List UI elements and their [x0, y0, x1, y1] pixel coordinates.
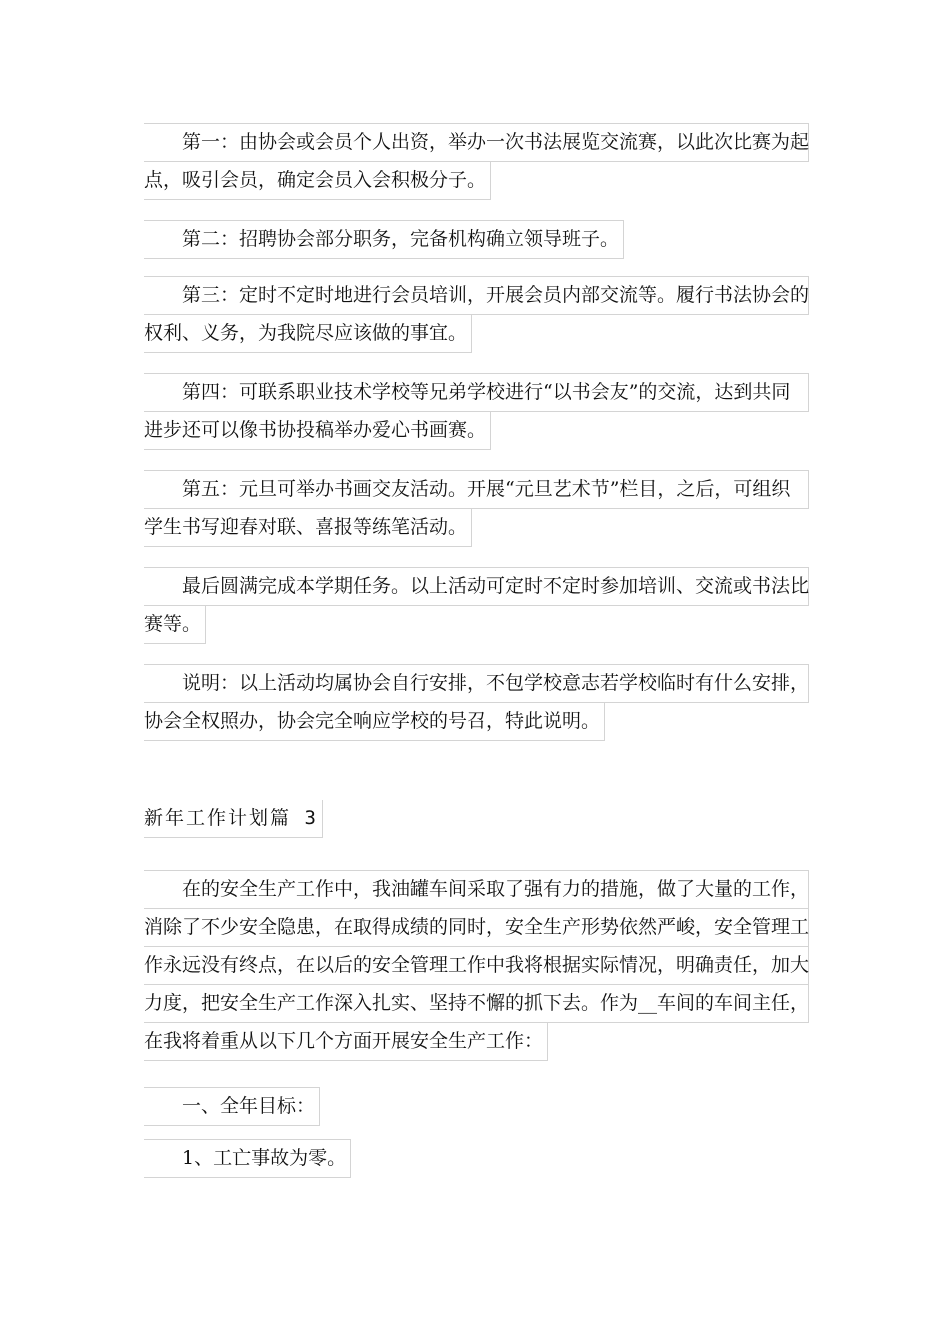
text-line: 消除了不少安全隐患，在取得成绩的同时，安全生产形势依然严峻，安全管理工 — [144, 909, 809, 947]
text-line: 一、全年目标： — [144, 1087, 320, 1126]
text-line: 说明：以上活动均属协会自行安排，不包学校意志若学校临时有什么安排， — [144, 664, 809, 703]
text-line: 赛等。 — [144, 606, 206, 644]
text-line: 在我将着重从以下几个方面开展安全生产工作： — [144, 1023, 548, 1061]
text-line: 在的安全生产工作中，我油罐车间采取了强有力的措施，做了大量的工作， — [144, 870, 809, 909]
paragraph-3 — [144, 276, 809, 352]
text-line: 1、工亡事故为零。 — [144, 1139, 351, 1178]
paragraph-5 — [144, 470, 809, 546]
paragraph-8 — [144, 870, 809, 1060]
text-line: 最后圆满完成本学期任务。以上活动可定时不定时参加培训、交流或书法比 — [144, 567, 809, 606]
text-line: 第二：招聘协会部分职务，完备机构确立领导班子。 — [144, 220, 624, 259]
paragraph-2 — [144, 220, 624, 258]
heading-text: 新年工作计划篇 3 — [144, 800, 323, 838]
text-line: 力度，把安全生产工作深入扎实、坚持不懈的抓下去。作为__车间的车间主任， — [144, 985, 809, 1023]
text-line: 作永远没有终点，在以后的安全管理工作中我将根据实际情况，明确责任，加大 — [144, 947, 809, 985]
paragraph-4 — [144, 373, 809, 449]
text-line: 进步还可以像书协投稿举办爱心书画赛。 — [144, 412, 491, 450]
text-line: 学生书写迎春对联、喜报等练笔活动。 — [144, 509, 472, 547]
text-line: 协会全权照办，协会完全响应学校的号召，特此说明。 — [144, 703, 605, 741]
text-line: 第三：定时不定时地进行会员培训，开展会员内部交流等。履行书法协会的 — [144, 276, 809, 315]
paragraph-10 — [144, 1139, 351, 1177]
text-line: 第一：由协会或会员个人出资，举办一次书法展览交流赛，以此次比赛为起 — [144, 123, 809, 162]
text-line: 第五：元旦可举办书画交友活动。开展“元旦艺术节”栏目，之后，可组织 — [144, 470, 809, 509]
paragraph-1 — [144, 123, 809, 199]
text-line: 第四：可联系职业技术学校等兄弟学校进行“以书会友”的交流，达到共同 — [144, 373, 809, 412]
paragraph-9 — [144, 1087, 320, 1125]
text-line: 点，吸引会员，确定会员入会积极分子。 — [144, 162, 491, 200]
paragraph-6 — [144, 567, 809, 643]
text-line: 权利、义务，为我院尽应该做的事宜。 — [144, 315, 472, 353]
section-heading — [144, 799, 323, 837]
paragraph-7 — [144, 664, 809, 740]
